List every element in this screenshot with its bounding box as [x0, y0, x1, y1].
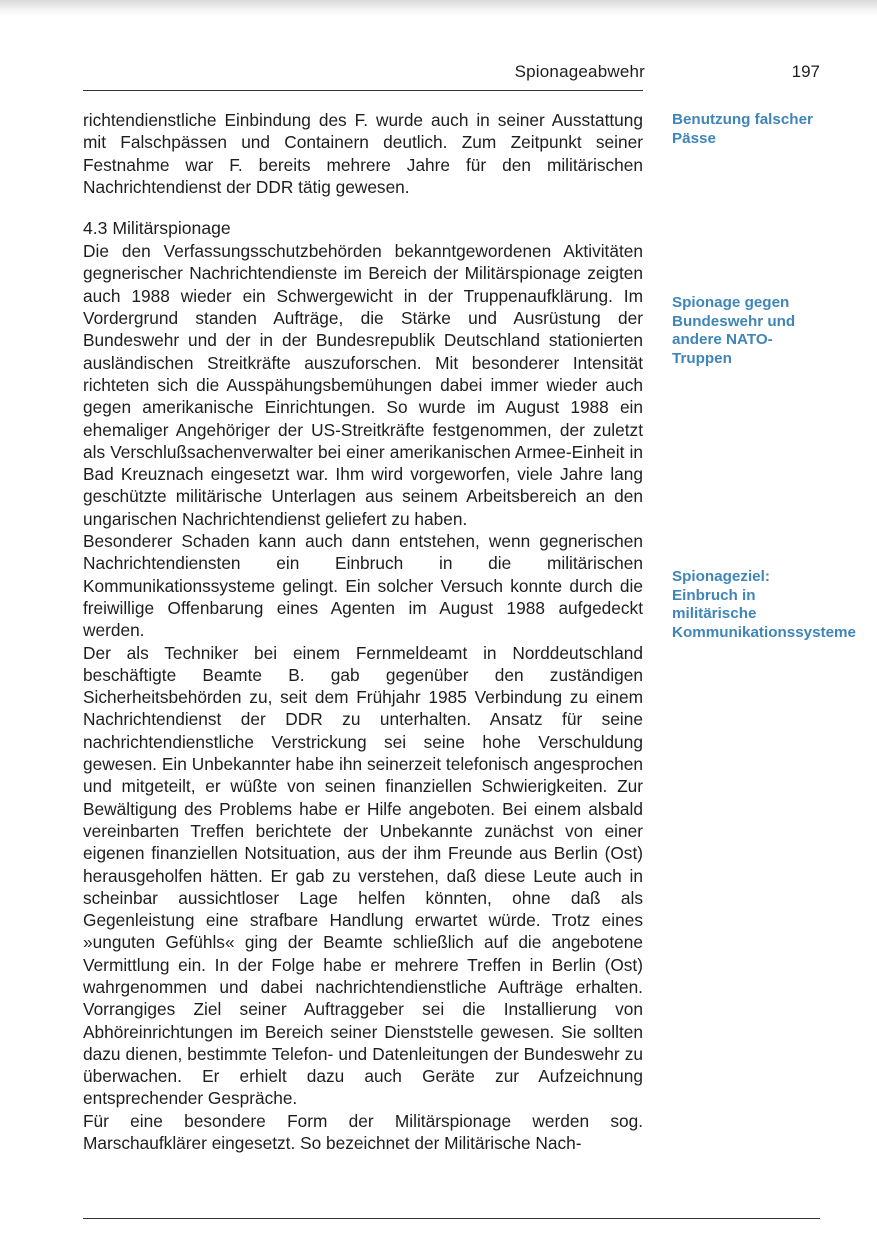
scan-edge-shadow: [0, 0, 877, 16]
page-number: 197: [791, 62, 820, 81]
paragraph-1: Die den Verfassungsschutzbehörden bekanntgewordenen Aktivitäten gegnerischer Nachrichtendienste im Bereich der Militärspionage zeigten auch 1988 wieder ein Schwergewicht in der Truppenaufklärung. Im Vordergrund standen Aufträge, die Stärke und Ausrüstung der Bundeswehr und der in der Bundesrepublik Deutschland stationierten ausländischen Streitkräfte auszuforschen. Mit besonderer Intensität richteten sich die Ausspähungsbemühungen dabei immer wieder auch gegen amerikanische Einrichtungen. So wurde im August 1988 ein ehemaliger Angehöriger der US-Streitkräfte festgenommen, der zuletzt als Verschlußsachenverwalter bei einer amerikanischen Armee-Einheit in Bad Kreuznach eingesetzt war. Ihm wird vorgeworfen, viele Jahre lang geschützte militärische Unterlagen aus seinem Arbeitsbereich an den ungarischen Nachrichtendienst geliefert zu haben.: [83, 241, 643, 529]
paragraph-3: Der als Techniker bei einem Fernmeldeamt in Norddeutschland beschäftigte Beamte B. gab gegenüber den zuständigen Sicherheitsbehörden zu, seit dem Frühjahr 1985 Verbindung zu einem Nachrichtendienst der DDR zu unterhalten. Ansatz für seine nachrichtendienstliche Verstrickung sei seine hohe Verschuldung gewesen. Ein Unbekannter habe ihn seinerzeit telefonisch angesprochen und mitgeteilt, er wüßte von seinen finanziellen Schwierigkeiten. Zur Bewältigung des Problems habe er Hilfe angeboten. Bei einem alsbald vereinbarten Treffen berichtete der Unbekannte zunächst von einer eigenen finanziellen Notsituation, aus der ihm Freunde aus Berlin (Ost) herausgeholfen hätten. Er gab zu verstehen, daß diese Leute auch in scheinbar aussichtloser Lage helfen könnten, ohne daß als Gegenleistung eine strafbare Handlung erwartet würde. Trotz eines »unguten Gefühls« ging der Beamte schließlich auf die angebotene Vermittlung ein. In der Folge habe er mehrere Treffen in Berlin (Ost) wahrgenommen und dabei nachrichtendienstliche Aufträge erhalten. Vorrangiges Ziel seiner Auftraggeber sei die Installierung von Abhöreinrichtungen im Bereich seiner Dienststelle gewesen. Sie sollten dazu dienen, bestimmte Telefon- und Datenleitungen der Bundeswehr zu überwachen. Er erhielt dazu auch Geräte zur Aufzeichnung entsprechender Gespräche.: [83, 642, 643, 1109]
margin-note-espionage-against-troops: Spionage gegen Bundeswehr und andere NATO-Truppen: [672, 294, 796, 367]
margin-note-false-passports: Benutzung falscher Pässe: [672, 111, 813, 147]
section-gap: [83, 198, 643, 216]
paragraph-2: Besonderer Schaden kann auch dann entstehen, wenn gegnerischen Nachrichtendiensten ein Einbruch in die militärischen Kommunikationssysteme gelingt. Ein solcher Versuch konnte durch die freiwillige Offenbarung eines Agenten im August 1988 aufgedeckt werden.: [83, 531, 643, 641]
header-rule: [83, 90, 643, 91]
main-text-column: [83, 109, 643, 1154]
section-number: 4.3: [83, 218, 108, 239]
footer-rule: [83, 1218, 820, 1219]
running-head: Spionageabwehr: [514, 62, 645, 81]
paragraph-intro: richtendienstliche Einbindung des F. wurde auch in seiner Ausstattung mit Falschpässen und Containern deutlich. Zum Zeitpunkt seiner Festnahme war F. bereits mehrere Jahre für den militärischen Nachrichtendienst der DDR tätig gewesen.: [83, 110, 643, 197]
paragraph-4: Für eine besondere Form der Militärspionage werden sog. Marschaufklärer eingesetzt. So bezeichnet der Militärische Nach-: [83, 1110, 643, 1154]
page-header: [83, 60, 820, 88]
section-title: Militärspionage: [112, 218, 231, 239]
section-heading: [83, 216, 643, 240]
margin-note-communication-systems: Spionageziel: Einbruch in militärische Kommunikationssysteme: [672, 568, 856, 641]
